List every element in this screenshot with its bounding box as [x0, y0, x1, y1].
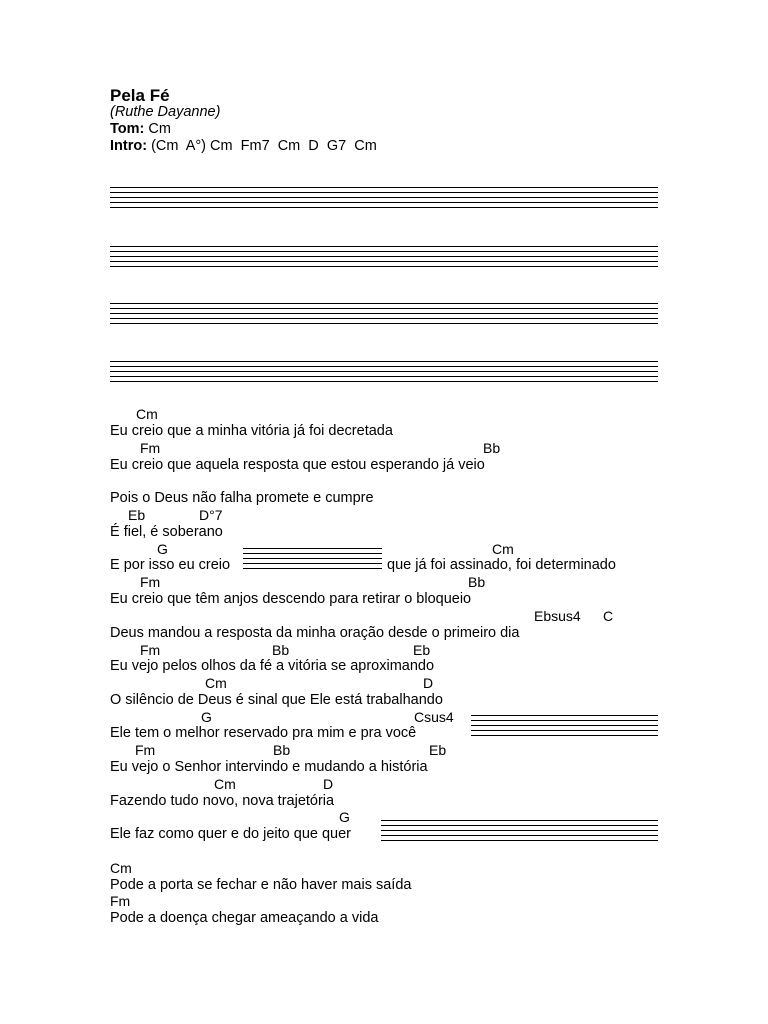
intro-label: Intro:	[110, 138, 148, 154]
lyric-line: Ele faz como quer e do jeito que quer	[110, 826, 352, 842]
chord: Cm	[110, 860, 132, 876]
tab-staff-mini	[381, 820, 658, 845]
lyric-line: Eu vejo o Senhor intervindo e mudando a história	[110, 759, 428, 775]
chord: Fm	[140, 440, 161, 456]
chord: Bb	[272, 642, 290, 658]
tab-staff	[110, 361, 658, 386]
lyric-line: Eu creio que a minha vitória já foi decretada	[110, 423, 393, 439]
chord: D°7	[199, 507, 223, 523]
chord: G	[339, 809, 350, 825]
song-artist: (Ruthe Dayanne)	[110, 104, 221, 120]
lyric-line: Pode a porta se fechar e não haver mais saída	[110, 877, 412, 893]
lyric-line: Deus mandou a resposta da minha oração desde o primeiro dia	[110, 625, 520, 641]
chord: Csus4	[414, 709, 454, 725]
lyric-line: Eu creio que aquela resposta que estou esperando já veio	[110, 457, 485, 473]
lyric-line: Fazendo tudo novo, nova trajetória	[110, 793, 335, 809]
chord: G	[201, 709, 212, 725]
lyric-line: Eu creio que têm anjos descendo para retirar o bloqueio	[110, 591, 472, 607]
chord: Fm	[140, 642, 161, 658]
key-label: Tom:	[110, 121, 145, 137]
lyric-line: É fiel, é soberano	[110, 524, 223, 540]
tab-staff	[110, 187, 658, 212]
lyric-line: Pois o Deus não falha promete e cumpre	[110, 490, 374, 506]
lyric-line: O silêncio de Deus é sinal que Ele está trabalhando	[110, 692, 443, 708]
chord: Eb	[429, 742, 447, 758]
chord: Fm	[135, 742, 156, 758]
chord: Bb	[273, 742, 291, 758]
lyric-line: Pode a doença chegar ameaçando a vida	[110, 910, 379, 926]
chord: Bb	[468, 574, 486, 590]
chord: Cm	[136, 406, 158, 422]
chord: Cm	[214, 776, 236, 792]
lyric-line: que já foi assinado, foi determinado	[387, 557, 616, 573]
tab-staff	[110, 246, 658, 271]
intro-line	[110, 138, 377, 155]
chord: Cm	[492, 541, 514, 557]
chord: Fm	[110, 893, 131, 909]
chord: D	[423, 675, 434, 691]
lyric-line: Ele tem o melhor reservado pra mim e pra você	[110, 725, 417, 741]
song-title: Pela Fé	[110, 86, 170, 105]
chord: Eb	[413, 642, 431, 658]
chord: Fm	[140, 574, 161, 590]
chord: Ebsus4	[534, 608, 581, 624]
tab-staff-mini	[243, 548, 382, 573]
chord: G	[157, 541, 168, 557]
chord: Eb	[128, 507, 146, 523]
lyric-line: Eu vejo pelos olhos da fé a vitória se aproximando	[110, 658, 435, 674]
intro-value: (Cm A°) Cm Fm7 Cm D G7 Cm	[147, 138, 377, 154]
chord: D	[323, 776, 334, 792]
tab-staff	[110, 303, 658, 328]
tab-staff-mini	[471, 715, 658, 740]
key-line	[110, 121, 171, 138]
chord: Cm	[205, 675, 227, 691]
chord: C	[603, 608, 614, 624]
chord: Bb	[483, 440, 501, 456]
lyric-line: E por isso eu creio	[110, 557, 231, 573]
key-value: Cm	[144, 121, 171, 137]
